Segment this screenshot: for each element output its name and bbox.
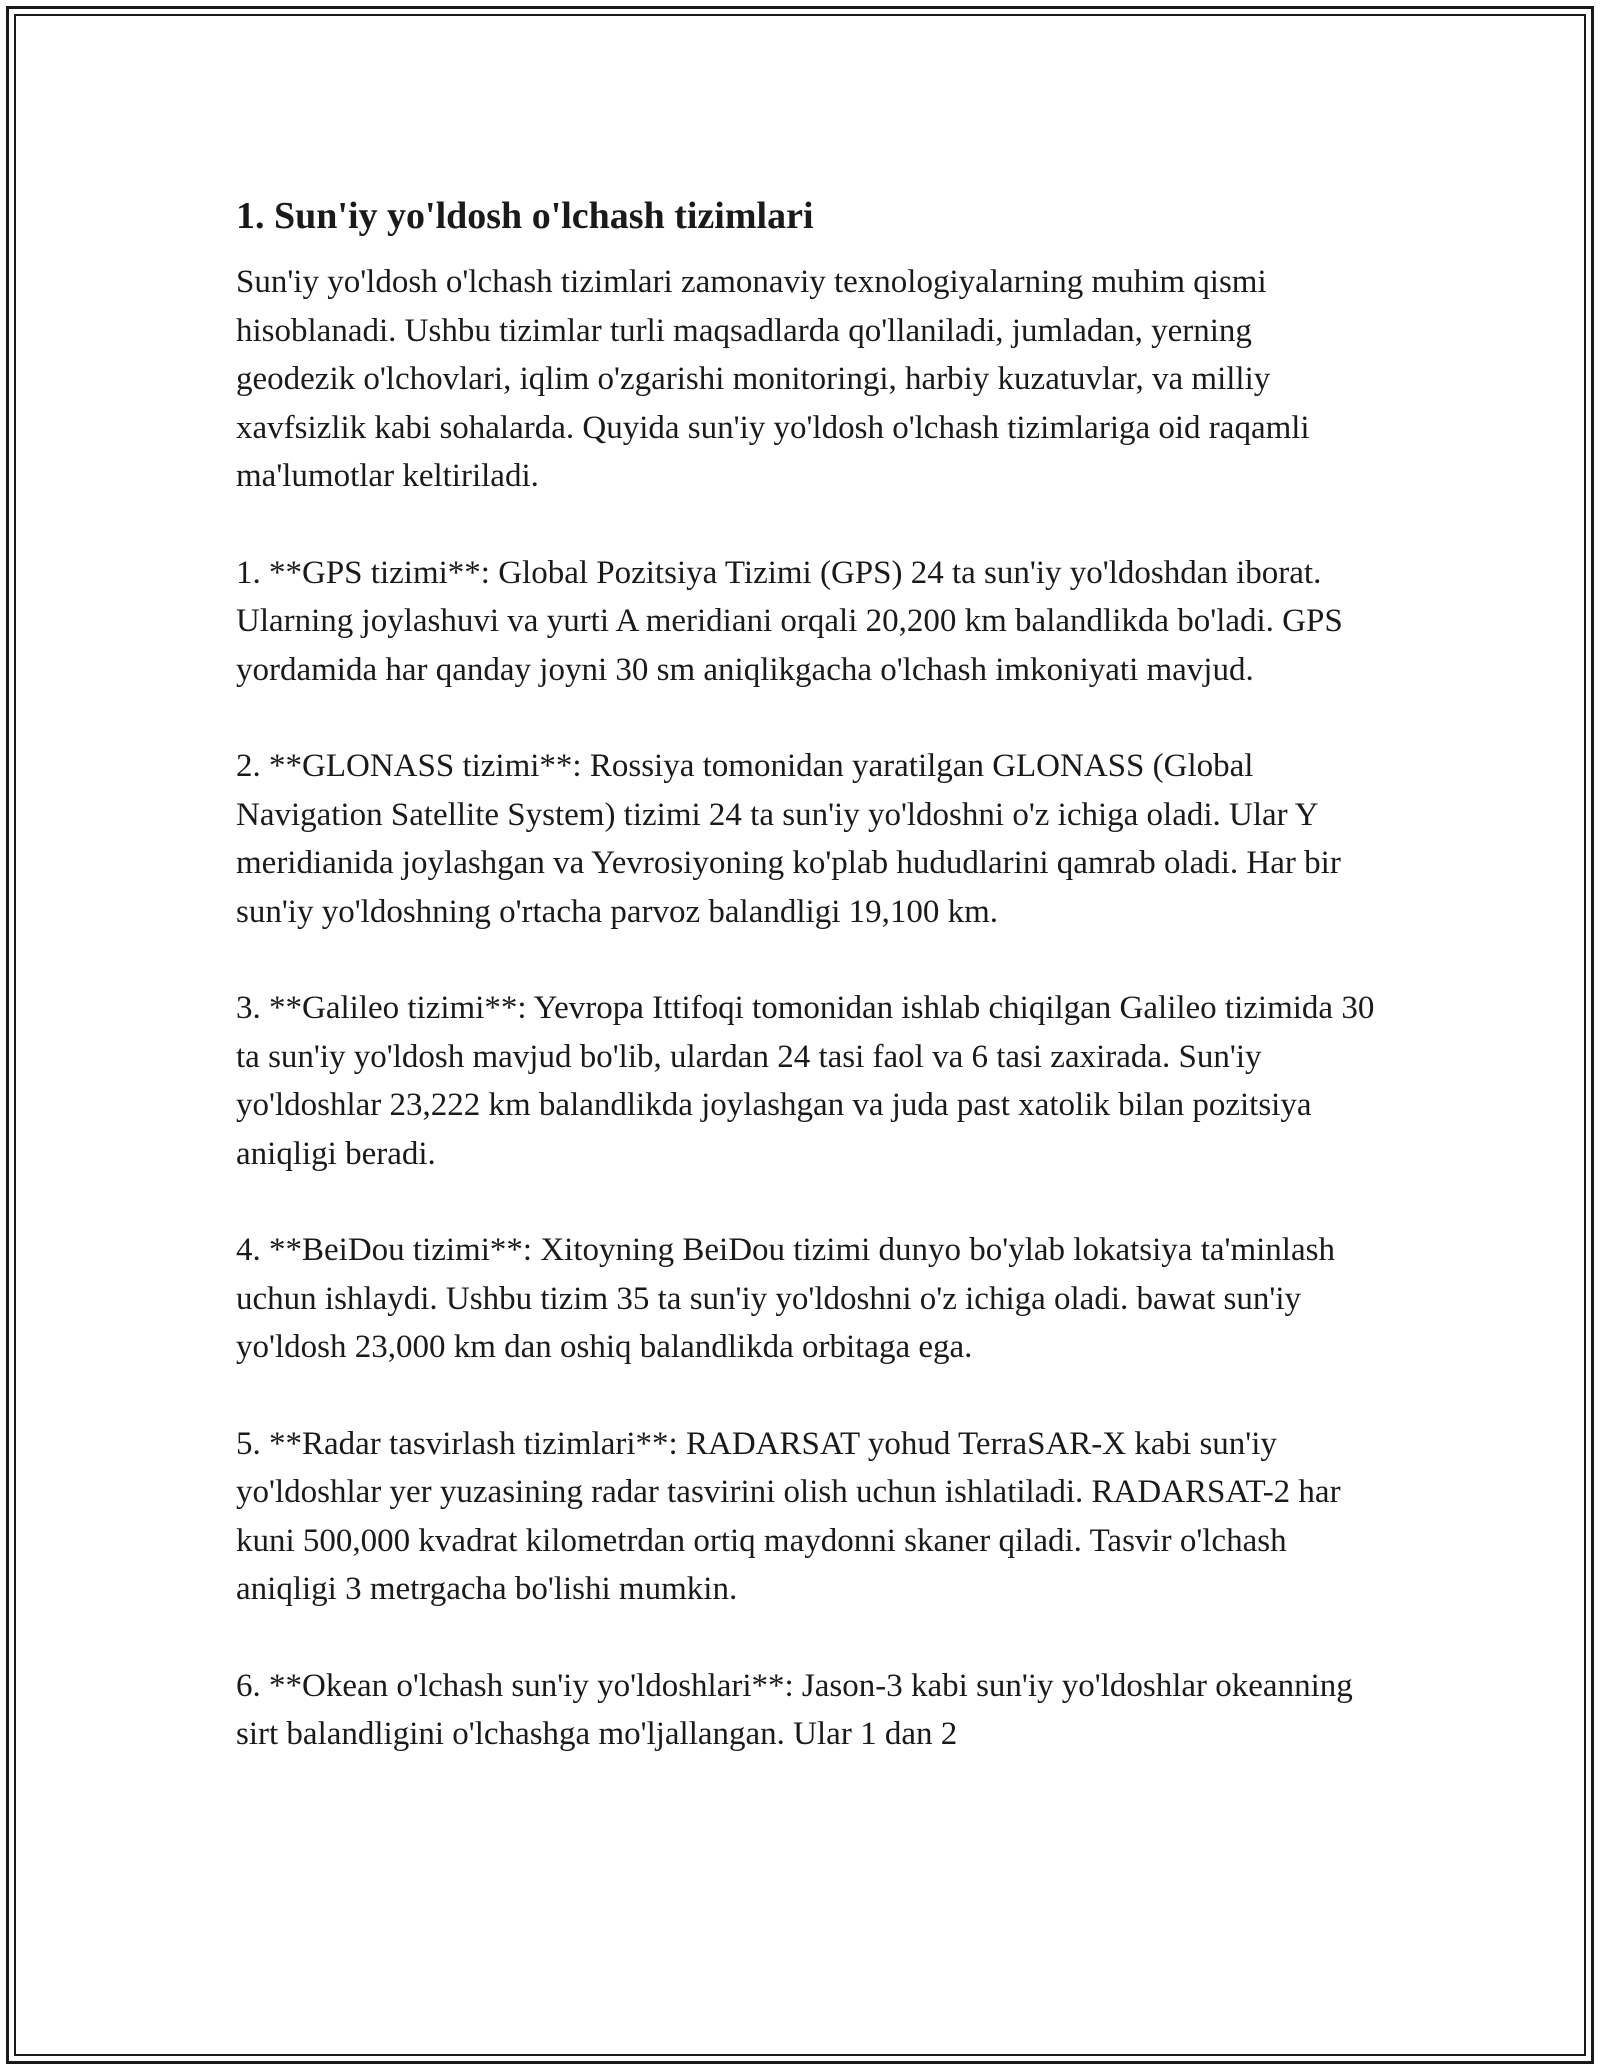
ocean-paragraph: 6. **Okean o'lchash sun'iy yo'ldoshlari**: Jason-3 kabi sun'iy yo'ldoshlar okeanning sirt balandligini o'lchashga mo'ljallangan. Ular 1 dan 2 [236,1667,1353,1752]
galileo-paragraph: 3. **Galileo tizimi**: Yevropa Ittifoqi tomonidan ishlab chiqilgan Galileo tizimida 30 ta sun'iy yo'ldosh mavjud bo'lib, ulardan 24 tasi faol va 6 tasi zaxirada. Sun'iy yo'ldoshlar 23,222 km balandlikda joylashgan va juda past xatolik bilan pozitsiya aniqligi beradi. [236,990,1375,1172]
beidou-paragraph: 4. **BeiDou tizimi**: Xitoyning BeiDou tizimi dunyo bo'ylab lokatsiya ta'minlash uchun ishlaydi. Ushbu tizim 35 ta sun'iy yo'ldoshni o'z ichiga oladi. bawat sun'iy yo'ldosh 23,000 km dan oshiq balandlikda orbitaga ega. [236,1232,1335,1365]
gps-paragraph: 1. **GPS tizimi**: Global Pozitsiya Tizimi (GPS) 24 ta sun'iy yo'ldoshdan iborat. Ularning joylashuvi va yurti A meridiani orqali 20,200 km balandlikda bo'ladi. GPS yordamida har qanday joyni 30 sm aniqlikgacha o'lchash imkoniyati mavjud. [236,554,1343,688]
glonass-paragraph: 2. **GLONASS tizimi**: Rossiya tomonidan yaratilgan GLONASS (Global Navigation Satellite System) tizimi 24 ta sun'iy yo'ldoshni o'z ichiga oladi. Ular Y meridianida joylashgan va Yevrosiyoning ko'plab hududlarini qamrab oladi. Har bir sun'iy yo'ldoshning o'rtacha parvoz balandligi 19,100 km. [236,748,1341,930]
section-heading: 1. Sun'iy yo'ldosh o'lchash tizimlari [236,195,814,237]
intro-paragraph: Sun'iy yo'ldosh o'lchash tizimlari zamonaviy texnologiyalarning muhim qismi hisoblanadi. Ushbu tizimlar turli maqsadlarda qo'llaniladi, jumladan, yerning geodezik o'lchovlari, iqlim o'zgarishi monitoringi, harbiy kuzatuvlar, va milliy xavfsizlik kabi sohalarda. Quyida sun'iy yo'ldosh o'lchash tizimlariga oid raqamli ma'lumotlar keltiriladi. [236,264,1310,494]
radar-paragraph: 5. **Radar tasvirlash tizimlari**: RADARSAT yohud TerraSAR-X kabi sun'iy yo'ldoshlar yer yuzasining radar tasvirini olish uchun ishlatiladi. RADARSAT-2 har kuni 500,000 kvadrat kilometrdan ortiq maydonni skaner qiladi. Tasvir o'lchash aniqligi 3 metrgacha bo'lishi mumkin. [236,1425,1341,1607]
document-body [236,192,1376,1807]
